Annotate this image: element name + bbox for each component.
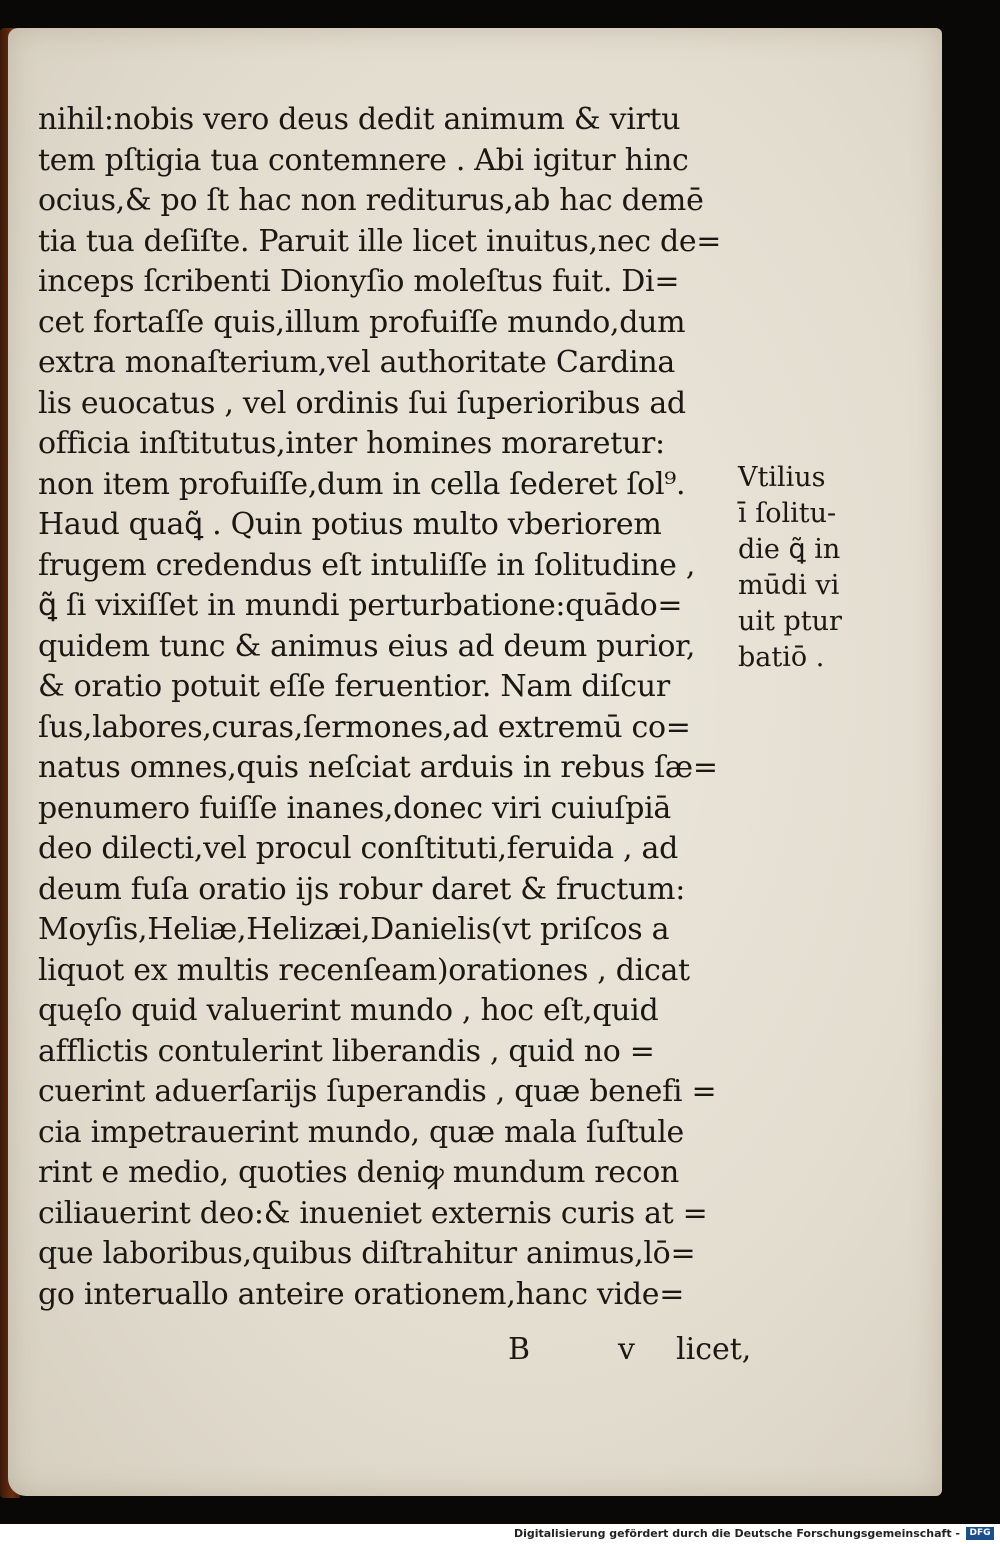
signature-sub: v <box>618 1332 635 1367</box>
book-page <box>8 28 942 1496</box>
text-line: quidem tunc & animus eius ad deum purior, <box>38 628 696 664</box>
text-line: afflictis contulerint liberandis , quid no = <box>38 1033 655 1069</box>
text-line: extra monaſterium,vel authoritate Cardina <box>38 345 675 380</box>
text-line: nihil:nobis vero deus dedit animum & virtu <box>38 102 681 137</box>
signature-mark: B <box>508 1332 531 1367</box>
main-text-block <box>38 100 738 1315</box>
text-line: & oratio potuit eſſe feruentior. Nam diſcur <box>38 669 670 704</box>
text-line: Haud quaꝗ̃ . Quin potius multo vberiorem <box>38 507 662 542</box>
text-line: ꝗ̃ ſi vixiſſet in mundi perturbatione:quādo= <box>38 588 683 623</box>
margin-note-line: batiō . <box>738 642 825 673</box>
text-line: penumero fuiſſe inanes,donec viri cuiuſpiā <box>38 790 671 826</box>
text-line: natus omnes,quis neſciat arduis in rebus ſæ= <box>38 750 718 785</box>
text-line: tia tua deſiſte. Paruit ille licet inuitus,nec de= <box>38 223 722 259</box>
catchword: licet, <box>676 1332 752 1367</box>
text-line: cia impetrauerint mundo, quæ mala ſuſtule <box>38 1114 685 1150</box>
margin-note-line: ī ſolitu- <box>738 498 837 529</box>
text-line: inceps ſcribenti Dionyſio moleſtus fuit. Di= <box>38 264 680 299</box>
text-line: ocius,& po ſt hac non rediturus,ab hac demē <box>38 183 704 218</box>
text-line: que laboribus,quibus diſtrahitur animus,lō= <box>38 1236 696 1271</box>
text-line: go interuallo anteire orationem,hanc vide= <box>38 1276 685 1312</box>
margin-note-line: die ꝗ̃ in <box>738 534 841 565</box>
text-line: deo dilecti,vel procul conſtituti,feruida , ad <box>38 831 678 866</box>
signature-line <box>508 1328 768 1372</box>
margin-note-line: uit ptur <box>738 606 842 637</box>
text-line: cuerint aduerſarijs ſuperandis , quæ benefi = <box>38 1074 717 1109</box>
text-line: liquot ex multis recenſeam)orationes , dicat <box>38 952 690 988</box>
footer-credit: Digitalisierung gefördert durch die Deutsche Forschungsgemeinschaft - <box>513 1527 960 1540</box>
text-line: quęſo quid valuerint mundo , hoc eſt,quid <box>38 993 659 1028</box>
text-line: officia inſtitutus,inter homines moraretur: <box>38 426 665 461</box>
text-line: deum fuſa oratio ijs robur daret & fructum: <box>38 871 685 907</box>
text-line: frugem credendus eſt intuliſſe in ſolitudine , <box>38 547 696 583</box>
text-line: Moyſis,Heliæ,Helizæi,Danielis(vt priſcos a <box>38 912 670 947</box>
margin-note-line: Vtilius <box>738 462 826 493</box>
margin-note <box>738 460 858 676</box>
text-line: non item profuiſſe,dum in cella ſederet ſol⁹. <box>38 466 686 502</box>
text-line: tem pſtigia tua contemnere . Abi igitur hinc <box>38 142 689 178</box>
margin-note-line: mūdi vi <box>738 570 840 601</box>
footer-bar <box>0 1524 1000 1544</box>
dfg-logo-icon: DFG <box>966 1527 994 1540</box>
text-line: rint e medio, quoties deniꝙ mundum recon <box>38 1155 680 1190</box>
text-line: ſus,labores,curas,ſermones,ad extremū co= <box>38 709 691 745</box>
text-line: ciliauerint deo:& inueniet externis curis at = <box>38 1195 708 1231</box>
text-line: cet fortaſſe quis,illum profuiſſe mundo,dum <box>38 304 686 340</box>
text-line: lis euocatus , vel ordinis ſui ſuperioribus ad <box>38 385 686 421</box>
